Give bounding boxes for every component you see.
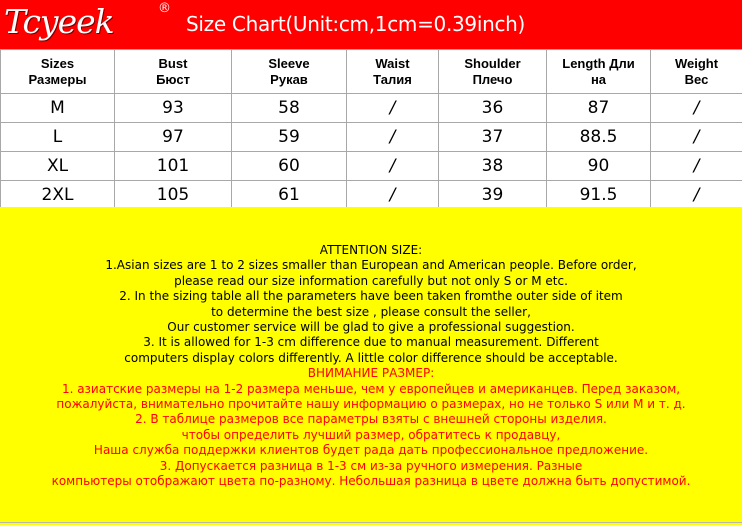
waist-cell: / (347, 181, 439, 210)
sleeve-cell: 60 (232, 152, 347, 181)
size-cell: M (1, 94, 115, 123)
russian-line: 1. азиатские размеры на 1-2 размера меньше, чем у европейцев и американцев. Перед заказом, (61, 381, 681, 396)
waist-cell: / (347, 94, 439, 123)
length-cell: 87 (547, 94, 651, 123)
english-line: 3. It is allowed for 1-3 cm difference due to manual measurement. Different (143, 335, 599, 350)
weight-cell: / (651, 152, 742, 181)
russian-line: ВНИМАНИЕ РАЗМЕР: (307, 366, 435, 381)
column-header-sizes: Sizes Размеры (1, 50, 115, 94)
column-header-bust: Bust Бюст (115, 50, 232, 94)
sleeve-cell: 61 (232, 181, 347, 210)
size-table (0, 49, 742, 210)
registered-mark: ® (158, 1, 171, 16)
waist-cell: / (347, 152, 439, 181)
russian-line: 3. Допускается разница в 1-3 см из-за ручного измерения. Разные (159, 458, 583, 473)
english-line: computers display colors differently. A little color difference should be acceptable. (124, 350, 618, 365)
table-row (1, 181, 742, 210)
table-row (1, 152, 742, 181)
header-banner (0, 0, 742, 49)
weight-cell: / (651, 94, 742, 123)
english-line: 2. In the sizing table all the parameters have been taken fromthe outer side of item (119, 289, 623, 304)
column-header-length: Length Дли на (547, 50, 651, 94)
bust-cell: 93 (115, 94, 232, 123)
shoulder-cell: 38 (439, 152, 547, 181)
weight-cell: / (651, 123, 742, 152)
length-cell: 90 (547, 152, 651, 181)
english-line: please read our size information carefully but not only S or M etc. (174, 273, 568, 288)
page-title: Size Chart(Unit:cm,1cm=0.39inch) (186, 12, 526, 36)
size-cell: L (1, 123, 115, 152)
bust-cell: 105 (115, 181, 232, 210)
shoulder-cell: 36 (439, 94, 547, 123)
column-header-sleeve: Sleeve Рукав (232, 50, 347, 94)
length-cell: 88.5 (547, 123, 651, 152)
size-cell: 2XL (1, 181, 115, 210)
bust-cell: 97 (115, 123, 232, 152)
bottom-divider (0, 522, 742, 523)
table-row (1, 94, 742, 123)
table-row (1, 123, 742, 152)
column-header-shoulder: Shoulder Плечо (439, 50, 547, 94)
english-line: to determine the best size , please consult the seller, (211, 304, 531, 319)
russian-line: пожалуйста, внимательно прочитайте нашу информацию о размерах, но не только S или M и т. д. (56, 397, 686, 412)
size-cell: XL (1, 152, 115, 181)
weight-cell: / (651, 181, 742, 210)
length-cell: 91.5 (547, 181, 651, 210)
column-header-waist: Waist Талия (347, 50, 439, 94)
attention-notice (0, 207, 742, 525)
waist-cell: / (347, 123, 439, 152)
russian-line: компьютеры отображают цвета по-разному. Небольшая разница в цвете должна быть допустимой. (51, 474, 691, 489)
shoulder-cell: 37 (439, 123, 547, 152)
bust-cell: 101 (115, 152, 232, 181)
russian-line: 2. В таблице размеров все параметры взяты с внешней стороны изделия. (135, 412, 607, 427)
english-line: Our customer service will be glad to give a professional suggestion. (167, 320, 575, 335)
russian-line: чтобы определить лучший размер, обратитесь к продавцу, (181, 427, 561, 442)
notice-text (0, 243, 742, 490)
shoulder-cell: 39 (439, 181, 547, 210)
brand-logo: Tcyeek (4, 2, 114, 41)
russian-line: Наша служба поддержки клиентов будет рада дать профессиональное предложение. (93, 443, 649, 458)
english-line: 1.Asian sizes are 1 to 2 sizes smaller than European and American people. Before order, (105, 258, 637, 273)
column-header-weight: Weight Вес (651, 50, 742, 94)
english-line: ATTENTION SIZE: (319, 243, 423, 257)
sleeve-cell: 58 (232, 94, 347, 123)
table-header-row (1, 50, 742, 94)
sleeve-cell: 59 (232, 123, 347, 152)
